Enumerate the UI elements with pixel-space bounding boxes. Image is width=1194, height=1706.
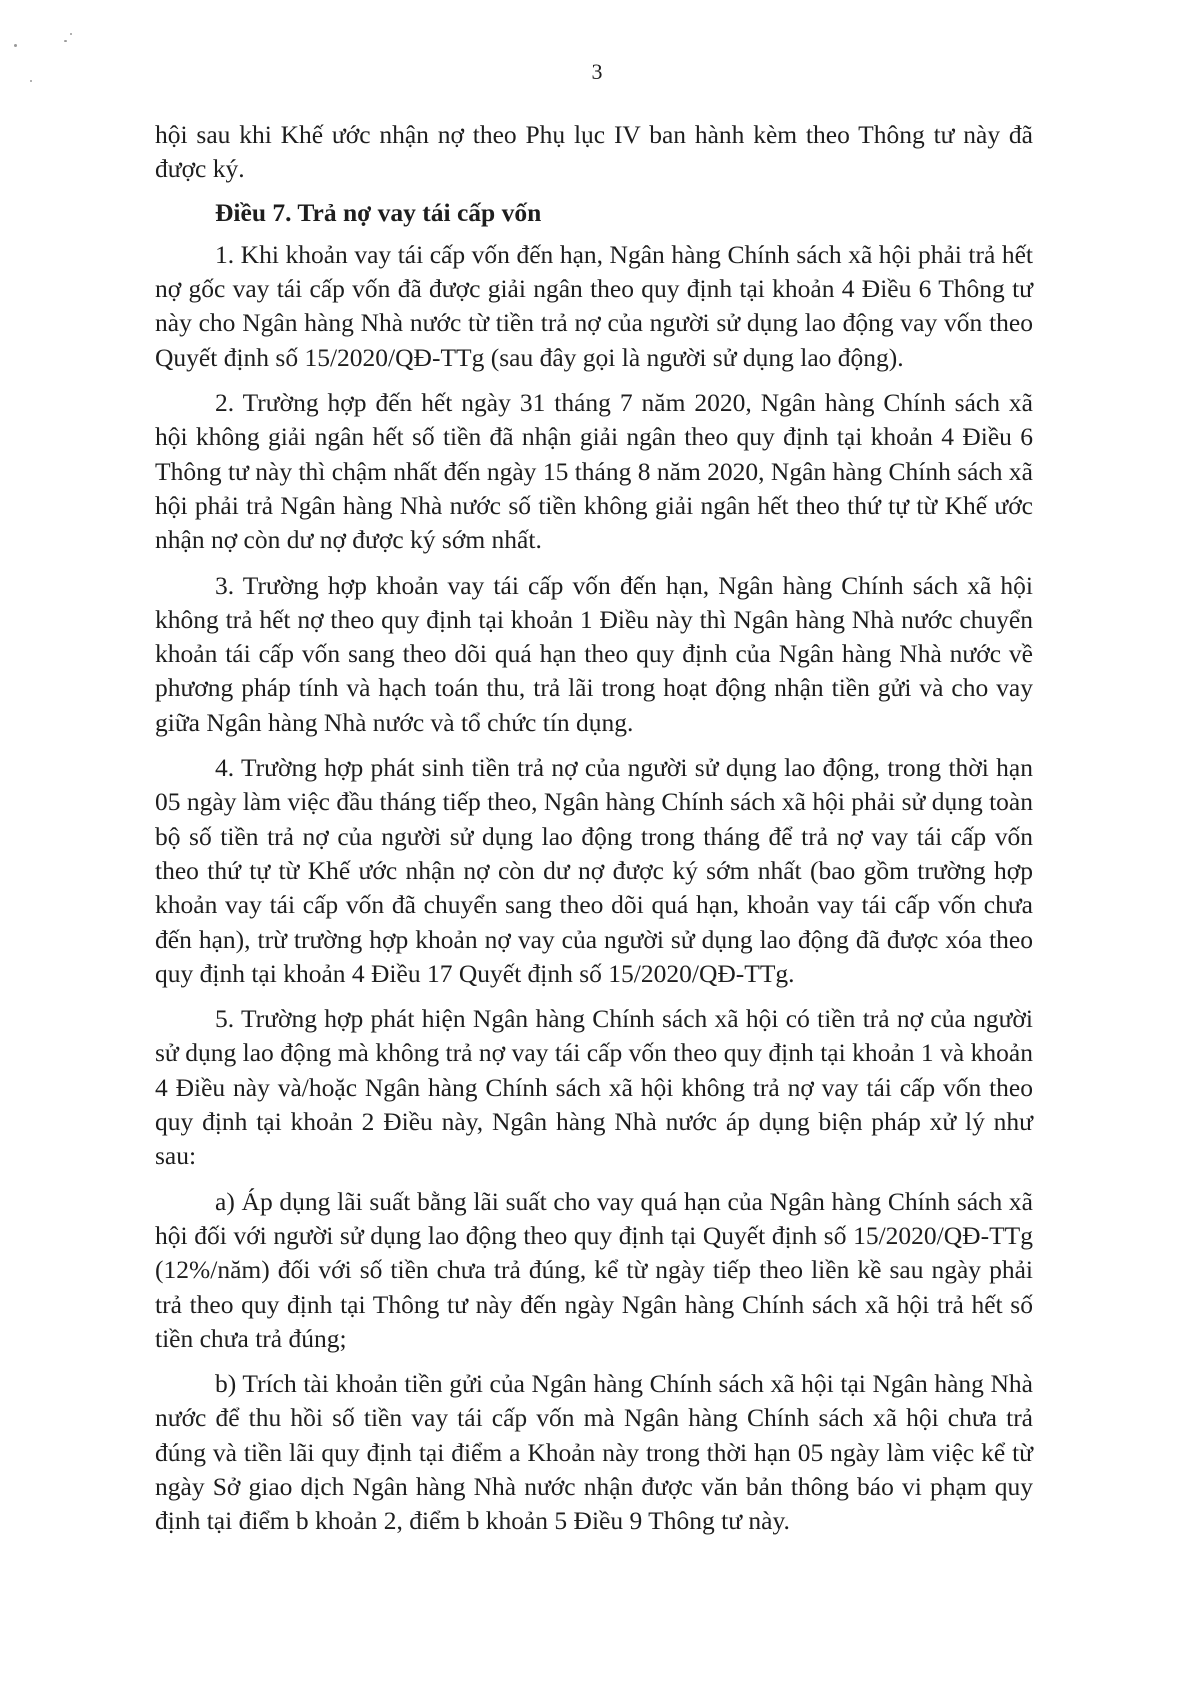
point-b: b) Trích tài khoản tiền gửi của Ngân hàng Chính sách xã hội tại Ngân hàng Nhà nước để thu hồi số tiền vay tái cấp vốn mà Ngân hàng Chính sách xã hội chưa trả đúng và tiền lãi quy định tại điểm a Khoản này trong thời hạn 05 ngày làm việc kể từ ngày Sở giao dịch Ngân hàng Nhà nước nhận được văn bản thông báo vi phạm quy định tại điểm b khoản 2, điểm b khoản 5 Điều 9 Thông tư này. <box>155 1369 1033 1536</box>
clause-2: 2. Trường hợp đến hết ngày 31 tháng 7 năm 2020, Ngân hàng Chính sách xã hội không giải ngân hết số tiền đã nhận giải ngân theo quy định tại khoản 4 Điều 6 Thông tư này thì chậm nhất đến ngày 15 tháng 8 năm 2020, Ngân hàng Chính sách xã hội phải trả Ngân hàng Nhà nước số tiền không giải ngân hết theo thứ tự từ Khế ước nhận nợ còn dư nợ được ký sớm nhất. <box>155 388 1033 555</box>
document-body <box>155 118 1033 1539</box>
point-a: a) Áp dụng lãi suất bằng lãi suất cho vay quá hạn của Ngân hàng Chính sách xã hội đối với người sử dụng lao động theo quy định tại Quyết định số 15/2020/QĐ-TTg (12%/năm) đối với số tiền chưa trả đúng, kể từ ngày tiếp theo liền kề sau ngày phải trả theo quy định tại Thông tư này đến ngày Ngân hàng Chính sách xã hội trả hết số tiền chưa trả đúng; <box>155 1186 1033 1353</box>
continuation-paragraph: hội sau khi Khế ước nhận nợ theo Phụ lục IV ban hành kèm theo Thông tư này đã được ký. <box>155 120 1033 184</box>
clause-3: 3. Trường hợp khoản vay tái cấp vốn đến hạn, Ngân hàng Chính sách xã hội không trả hết nợ theo quy định tại khoản 1 Điều này thì Ngân hàng Nhà nước chuyển khoản tái cấp vốn sang theo dõi quá hạn theo quy định của Ngân hàng Nhà nước về phương pháp tính và hạch toán thu, trả lãi trong hoạt động nhận tiền gửi và cho vay giữa Ngân hàng Nhà nước và tổ chức tín dụng. <box>155 570 1033 737</box>
page-number: 3 <box>591 59 603 84</box>
clause-1: 1. Khi khoản vay tái cấp vốn đến hạn, Ngân hàng Chính sách xã hội phải trả hết nợ gốc vay tái cấp vốn đã được giải ngân theo quy định tại khoản 4 Điều 6 Thông tư này cho Ngân hàng Nhà nước từ tiền trả nợ của người sử dụng lao động vay vốn theo Quyết định số 15/2020/QĐ-TTg (sau đây gọi là người sử dụng lao động). <box>155 239 1033 372</box>
article-title: Điều 7. Trả nợ vay tái cấp vốn <box>215 197 542 227</box>
clause-4: 4. Trường hợp phát sinh tiền trả nợ của người sử dụng lao động, trong thời hạn 05 ngày làm việc đầu tháng tiếp theo, Ngân hàng Chính sách xã hội phải sử dụng toàn bộ số tiền trả nợ của người sử dụng lao động trong tháng để trả nợ vay tái cấp vốn theo thứ tự từ Khế ước nhận nợ còn dư nợ được ký sớm nhất (bao gồm trường hợp khoản vay tái cấp vốn đã chuyển sang theo dõi quá hạn, khoản vay tái cấp vốn chưa đến hạn), trừ trường hợp khoản nợ vay của người sử dụng lao động đã được xóa theo quy định tại khoản 4 Điều 17 Quyết định số 15/2020/QĐ-TTg. <box>155 753 1033 988</box>
scan-speck <box>70 33 72 35</box>
scan-speck <box>14 44 17 47</box>
scan-speck <box>64 40 67 42</box>
clause-5: 5. Trường hợp phát hiện Ngân hàng Chính sách xã hội có tiền trả nợ của người sử dụng lao động mà không trả nợ vay tái cấp vốn theo quy định tại khoản 1 và khoản 4 Điều này và/hoặc Ngân hàng Chính sách xã hội không trả nợ vay tái cấp vốn theo quy định tại khoản 2 Điều này, Ngân hàng Nhà nước áp dụng biện pháp xử lý như sau: <box>155 1004 1033 1171</box>
